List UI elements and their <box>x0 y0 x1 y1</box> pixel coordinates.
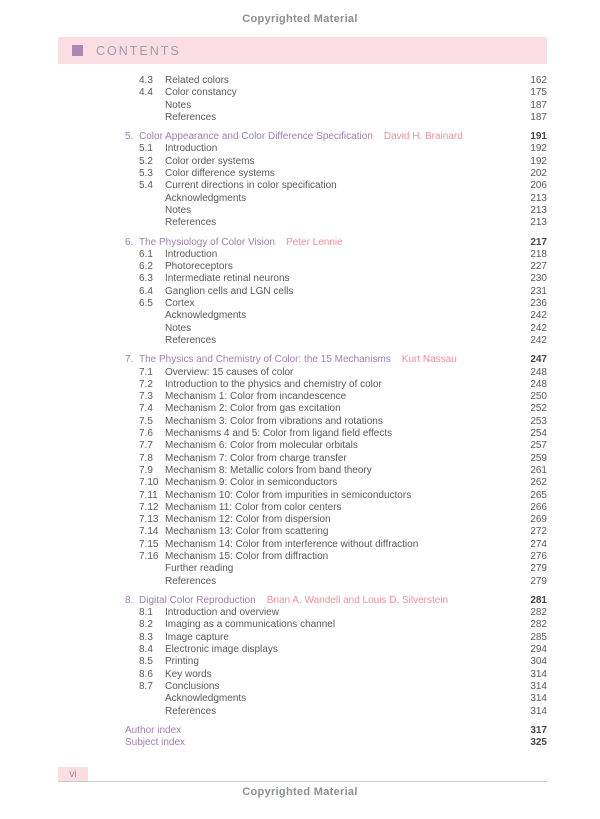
chapter-number: 5. <box>125 131 134 143</box>
toc-entry-row <box>125 75 547 87</box>
section-page-number: 218 <box>530 248 547 260</box>
section-number <box>139 310 165 322</box>
section-title: Mechanism 2: Color from gas excitation <box>165 403 341 415</box>
index-page-number: 325 <box>530 737 547 749</box>
toc-entry-row <box>125 217 547 229</box>
section-page-number: 276 <box>530 550 547 562</box>
section-page-number: 304 <box>530 656 547 668</box>
toc-entry-row <box>125 335 547 347</box>
chapter-title: Digital Color Reproduction <box>139 594 256 606</box>
section-page-number: 187 <box>530 111 547 123</box>
toc-entry-row <box>125 465 547 477</box>
section-title: References <box>165 334 217 346</box>
entry-gutter <box>125 298 139 310</box>
section-number: 8.2 <box>139 619 153 631</box>
chapter-page-number: 281 <box>530 594 547 606</box>
chapter-heading-row <box>125 237 547 249</box>
entry-gutter <box>125 143 139 155</box>
section-title: Acknowledgments <box>165 192 247 204</box>
entry-gutter <box>125 391 139 403</box>
section-number: 7.3 <box>139 391 153 403</box>
toc-entry-row <box>125 551 547 563</box>
entry-gutter <box>125 632 139 644</box>
entry-gutter <box>125 619 139 631</box>
entry-gutter <box>125 440 139 452</box>
section-page-number: 274 <box>530 538 547 550</box>
section-title: Mechanism 9: Color in semiconductors <box>165 477 338 489</box>
toc-entry-row <box>125 526 547 538</box>
toc-entry-row <box>125 143 547 155</box>
section-title: Color constancy <box>165 87 237 99</box>
section-number <box>139 100 165 112</box>
section-title: Notes <box>165 322 192 334</box>
toc-block <box>125 75 547 124</box>
folio-page-number <box>58 767 88 782</box>
section-title: Printing <box>165 656 199 668</box>
toc-entry-row <box>125 477 547 489</box>
entry-gutter <box>125 644 139 656</box>
chapter-heading-row <box>125 354 547 366</box>
chapter-heading-row <box>125 131 547 143</box>
chapter-author: David H. Brainard <box>383 131 463 143</box>
entry-gutter <box>125 403 139 415</box>
section-number: 7.10 <box>139 477 159 489</box>
section-page-number: 252 <box>530 403 547 415</box>
section-page-number: 279 <box>530 563 547 575</box>
folio-label: vi <box>69 769 77 780</box>
section-number <box>139 693 165 705</box>
section-page-number: 248 <box>530 366 547 378</box>
section-page-number: 282 <box>530 607 547 619</box>
toc-entry-row <box>125 607 547 619</box>
copyright-notice-top: Copyrighted Material <box>242 13 358 25</box>
section-page-number: 248 <box>530 378 547 390</box>
entry-gutter <box>125 100 139 112</box>
section-number: 7.14 <box>139 526 159 538</box>
section-title: Mechanism 14: Color from interference without diffraction <box>165 538 419 550</box>
footer-rule <box>58 781 547 782</box>
entry-gutter <box>125 465 139 477</box>
section-page-number: 314 <box>530 668 547 680</box>
section-page-number: 213 <box>530 192 547 204</box>
section-number: 7.8 <box>139 452 153 464</box>
entry-gutter <box>125 681 139 693</box>
section-page-number: 250 <box>530 391 547 403</box>
toc-entry-row <box>125 323 547 335</box>
section-title: References <box>165 111 217 123</box>
section-number: 7.15 <box>139 538 159 550</box>
section-number <box>139 205 165 217</box>
entry-gutter <box>125 526 139 538</box>
section-page-number: 257 <box>530 440 547 452</box>
section-page-number: 192 <box>530 155 547 167</box>
chapter-number: 7. <box>125 354 134 366</box>
toc-entry-row <box>125 249 547 261</box>
section-number: 8.4 <box>139 644 153 656</box>
toc-entry-row <box>125 539 547 551</box>
toc-entry-row <box>125 693 547 705</box>
section-title: References <box>165 575 217 587</box>
section-title: Introduction to the physics and chemistry of color <box>165 378 382 390</box>
toc-entry-row <box>125 193 547 205</box>
section-number: 7.4 <box>139 403 153 415</box>
section-number: 8.7 <box>139 680 153 692</box>
section-page-number: 314 <box>530 693 547 705</box>
section-number: 5.4 <box>139 180 153 192</box>
toc-entry-row <box>125 440 547 452</box>
chapter-number: 6. <box>125 236 134 248</box>
chapter-title: The Physiology of Color Vision <box>139 236 275 248</box>
entry-gutter <box>125 367 139 379</box>
section-number: 7.6 <box>139 428 153 440</box>
section-number: 6.4 <box>139 285 153 297</box>
section-number <box>139 706 165 718</box>
toc-block <box>125 354 547 588</box>
section-number <box>139 576 165 588</box>
section-page-number: 265 <box>530 489 547 501</box>
section-number <box>139 323 165 335</box>
toc-entry-row <box>125 706 547 718</box>
section-page-number: 285 <box>530 631 547 643</box>
entry-gutter <box>125 539 139 551</box>
chapter-author: Peter Lennie <box>286 236 343 248</box>
section-title: Electronic image displays <box>165 644 278 656</box>
entry-gutter <box>125 502 139 514</box>
page-title: CONTENTS <box>96 43 181 58</box>
section-title: Notes <box>165 204 192 216</box>
section-title: References <box>165 217 217 229</box>
section-title: Current directions in color specification <box>165 180 337 192</box>
section-page-number: 282 <box>530 619 547 631</box>
section-number <box>139 335 165 347</box>
entry-gutter <box>125 249 139 261</box>
section-title: Acknowledgments <box>165 693 247 705</box>
entry-gutter <box>125 75 139 87</box>
section-title: Introduction <box>165 248 218 260</box>
copyright-notice-bottom: Copyrighted Material <box>242 786 358 798</box>
entry-gutter <box>125 112 139 124</box>
toc-entry-row <box>125 391 547 403</box>
entry-gutter <box>125 323 139 335</box>
entry-gutter <box>125 217 139 229</box>
section-title: Color order systems <box>165 155 255 167</box>
entry-gutter <box>125 607 139 619</box>
toc-entry-row <box>125 403 547 415</box>
section-page-number: 259 <box>530 452 547 464</box>
section-page-number: 227 <box>530 261 547 273</box>
toc-entry-row <box>125 310 547 322</box>
section-title: References <box>165 705 217 717</box>
section-title: Conclusions <box>165 680 220 692</box>
section-title: Introduction and overview <box>165 607 279 619</box>
entry-gutter <box>125 706 139 718</box>
section-title: Mechanism 3: Color from vibrations and rotations <box>165 415 383 427</box>
toc-entry-row <box>125 205 547 217</box>
section-title: Mechanisms 4 and 5: Color from ligand field effects <box>165 428 393 440</box>
section-page-number: 314 <box>530 705 547 717</box>
section-title: Cortex <box>165 298 195 310</box>
entry-gutter <box>125 551 139 563</box>
toc-entry-row <box>125 428 547 440</box>
toc-entry-row <box>125 286 547 298</box>
section-page-number: 262 <box>530 477 547 489</box>
toc-entry-row <box>125 632 547 644</box>
toc-entry-row <box>125 180 547 192</box>
section-title: Overview: 15 causes of color <box>165 366 294 378</box>
toc-entry-row <box>125 100 547 112</box>
section-number: 6.2 <box>139 261 153 273</box>
section-number: 5.1 <box>139 143 153 155</box>
entry-gutter <box>125 156 139 168</box>
index-title: Subject index <box>125 737 186 749</box>
section-page-number: 175 <box>530 87 547 99</box>
entry-gutter <box>125 416 139 428</box>
toc-entry-row <box>125 490 547 502</box>
toc-block <box>125 595 547 718</box>
section-title: Key words <box>165 668 212 680</box>
section-number: 6.5 <box>139 298 153 310</box>
section-number: 6.3 <box>139 273 153 285</box>
toc-entry-row <box>125 379 547 391</box>
toc-entry-row <box>125 619 547 631</box>
section-title: Mechanism 6: Color from molecular orbitals <box>165 440 358 452</box>
section-title: Mechanism 11: Color from color centers <box>165 501 342 513</box>
section-number: 7.13 <box>139 514 159 526</box>
entry-gutter <box>125 563 139 575</box>
chapter-title-cell <box>139 237 513 249</box>
section-title: Image capture <box>165 631 229 643</box>
entry-gutter <box>125 477 139 489</box>
entry-gutter <box>125 310 139 322</box>
chapter-title-cell <box>139 595 513 607</box>
section-number <box>139 217 165 229</box>
section-page-number: 261 <box>530 464 547 476</box>
entry-gutter <box>125 180 139 192</box>
section-title: Mechanism 12: Color from dispersion <box>165 514 331 526</box>
entry-gutter <box>125 656 139 668</box>
section-page-number: 192 <box>530 143 547 155</box>
section-page-number: 230 <box>530 273 547 285</box>
toc-entry-row <box>125 656 547 668</box>
index-entry-row <box>125 725 547 737</box>
entry-gutter <box>125 576 139 588</box>
section-page-number: 294 <box>530 644 547 656</box>
section-page-number: 242 <box>530 334 547 346</box>
section-page-number: 279 <box>530 575 547 587</box>
section-page-number: 236 <box>530 298 547 310</box>
section-title: Mechanism 7: Color from charge transfer <box>165 452 347 464</box>
section-page-number: 254 <box>530 428 547 440</box>
toc-entry-row <box>125 563 547 575</box>
section-number: 5.3 <box>139 168 153 180</box>
section-title: Mechanism 8: Metallic colors from band theory <box>165 464 372 476</box>
section-page-number: 231 <box>530 285 547 297</box>
toc-entry-row <box>125 156 547 168</box>
toc-entry-row <box>125 453 547 465</box>
toc-entry-row <box>125 168 547 180</box>
section-title: Notes <box>165 99 192 111</box>
section-number: 7.2 <box>139 378 153 390</box>
toc-entry-row <box>125 416 547 428</box>
section-title: Acknowledgments <box>165 310 247 322</box>
section-page-number: 269 <box>530 514 547 526</box>
section-number: 7.7 <box>139 440 153 452</box>
section-page-number: 202 <box>530 168 547 180</box>
section-title: Mechanism 15: Color from diffraction <box>165 550 329 562</box>
section-title: Related colors <box>165 75 229 86</box>
entry-gutter <box>125 87 139 99</box>
index-entry-row <box>125 737 547 749</box>
toc-block <box>125 237 547 348</box>
section-title: Mechanism 10: Color from impurities in semiconductors <box>165 489 412 501</box>
entry-gutter <box>125 193 139 205</box>
section-number <box>139 563 165 575</box>
contents-header-bar <box>58 37 547 64</box>
toc-entry-row <box>125 514 547 526</box>
section-number: 7.9 <box>139 464 153 476</box>
toc-entry-row <box>125 576 547 588</box>
toc-entry-row <box>125 644 547 656</box>
toc-entry-row <box>125 112 547 124</box>
section-number <box>139 193 165 205</box>
index-page-number: 317 <box>530 724 547 736</box>
section-number: 4.4 <box>139 87 153 99</box>
toc-entry-row <box>125 87 547 99</box>
chapter-author: Kurt Nassau <box>401 354 457 366</box>
section-title: Introduction <box>165 143 218 155</box>
section-number: 6.1 <box>139 248 153 260</box>
section-page-number: 266 <box>530 501 547 513</box>
chapter-number: 8. <box>125 594 134 606</box>
toc-entry-row <box>125 298 547 310</box>
toc-entry-row <box>125 261 547 273</box>
section-title: Further reading <box>165 563 234 575</box>
chapter-page-number: 217 <box>530 236 547 248</box>
section-page-number: 272 <box>530 526 547 538</box>
section-number: 4.3 <box>139 75 153 86</box>
section-page-number: 162 <box>530 75 547 86</box>
section-title: Mechanism 1: Color from incandescence <box>165 391 347 403</box>
chapter-page-number: 191 <box>530 131 547 143</box>
section-number: 7.1 <box>139 366 153 378</box>
entry-gutter <box>125 453 139 465</box>
entry-gutter <box>125 490 139 502</box>
section-title: Color difference systems <box>165 168 275 180</box>
section-title: Photoreceptors <box>165 261 233 273</box>
entry-gutter <box>125 286 139 298</box>
section-number <box>139 112 165 124</box>
section-number: 8.3 <box>139 631 153 643</box>
section-title: Mechanism 13: Color from scattering <box>165 526 329 538</box>
section-title: Imaging as a communications channel <box>165 619 336 631</box>
entry-gutter <box>125 261 139 273</box>
entry-gutter <box>125 379 139 391</box>
section-number: 7.5 <box>139 415 153 427</box>
section-page-number: 242 <box>530 310 547 322</box>
entry-gutter <box>125 168 139 180</box>
toc-entry-row <box>125 273 547 285</box>
chapter-author: Brian A. Wandell and Louis D. Silverstein <box>266 594 449 606</box>
section-title: Intermediate retinal neurons <box>165 273 290 285</box>
toc-entry-row <box>125 502 547 514</box>
entry-gutter <box>125 205 139 217</box>
entry-gutter <box>125 514 139 526</box>
section-page-number: 213 <box>530 204 547 216</box>
chapter-title: Color Appearance and Color Difference Specification <box>139 131 373 143</box>
section-number: 8.6 <box>139 668 153 680</box>
section-page-number: 187 <box>530 99 547 111</box>
section-page-number: 253 <box>530 415 547 427</box>
index-title: Author index <box>125 724 182 736</box>
section-number: 7.16 <box>139 550 159 562</box>
entry-gutter <box>125 693 139 705</box>
chapter-page-number: 247 <box>530 354 547 366</box>
toc-entry-row <box>125 681 547 693</box>
chapter-heading-row <box>125 595 547 607</box>
toc-entry-row <box>125 367 547 379</box>
section-number: 8.1 <box>139 607 153 619</box>
section-title: Ganglion cells and LGN cells <box>165 285 294 297</box>
section-page-number: 206 <box>530 180 547 192</box>
section-page-number: 242 <box>530 322 547 334</box>
entry-gutter <box>125 669 139 681</box>
entry-gutter <box>125 273 139 285</box>
section-number: 8.5 <box>139 656 153 668</box>
entry-gutter <box>125 335 139 347</box>
square-bullet-icon <box>72 45 83 56</box>
toc-block <box>125 131 547 229</box>
table-of-contents <box>125 75 547 749</box>
section-page-number: 213 <box>530 217 547 229</box>
chapter-title-cell <box>139 354 513 366</box>
chapter-title-cell <box>139 131 513 143</box>
section-page-number: 314 <box>530 680 547 692</box>
chapter-title: The Physics and Chemistry of Color: the 15 Mechanisms <box>139 354 391 366</box>
index-rows <box>125 725 547 750</box>
section-number: 7.12 <box>139 501 159 513</box>
section-number: 5.2 <box>139 155 153 167</box>
toc-entry-row <box>125 669 547 681</box>
entry-gutter <box>125 428 139 440</box>
section-number: 7.11 <box>139 489 158 501</box>
